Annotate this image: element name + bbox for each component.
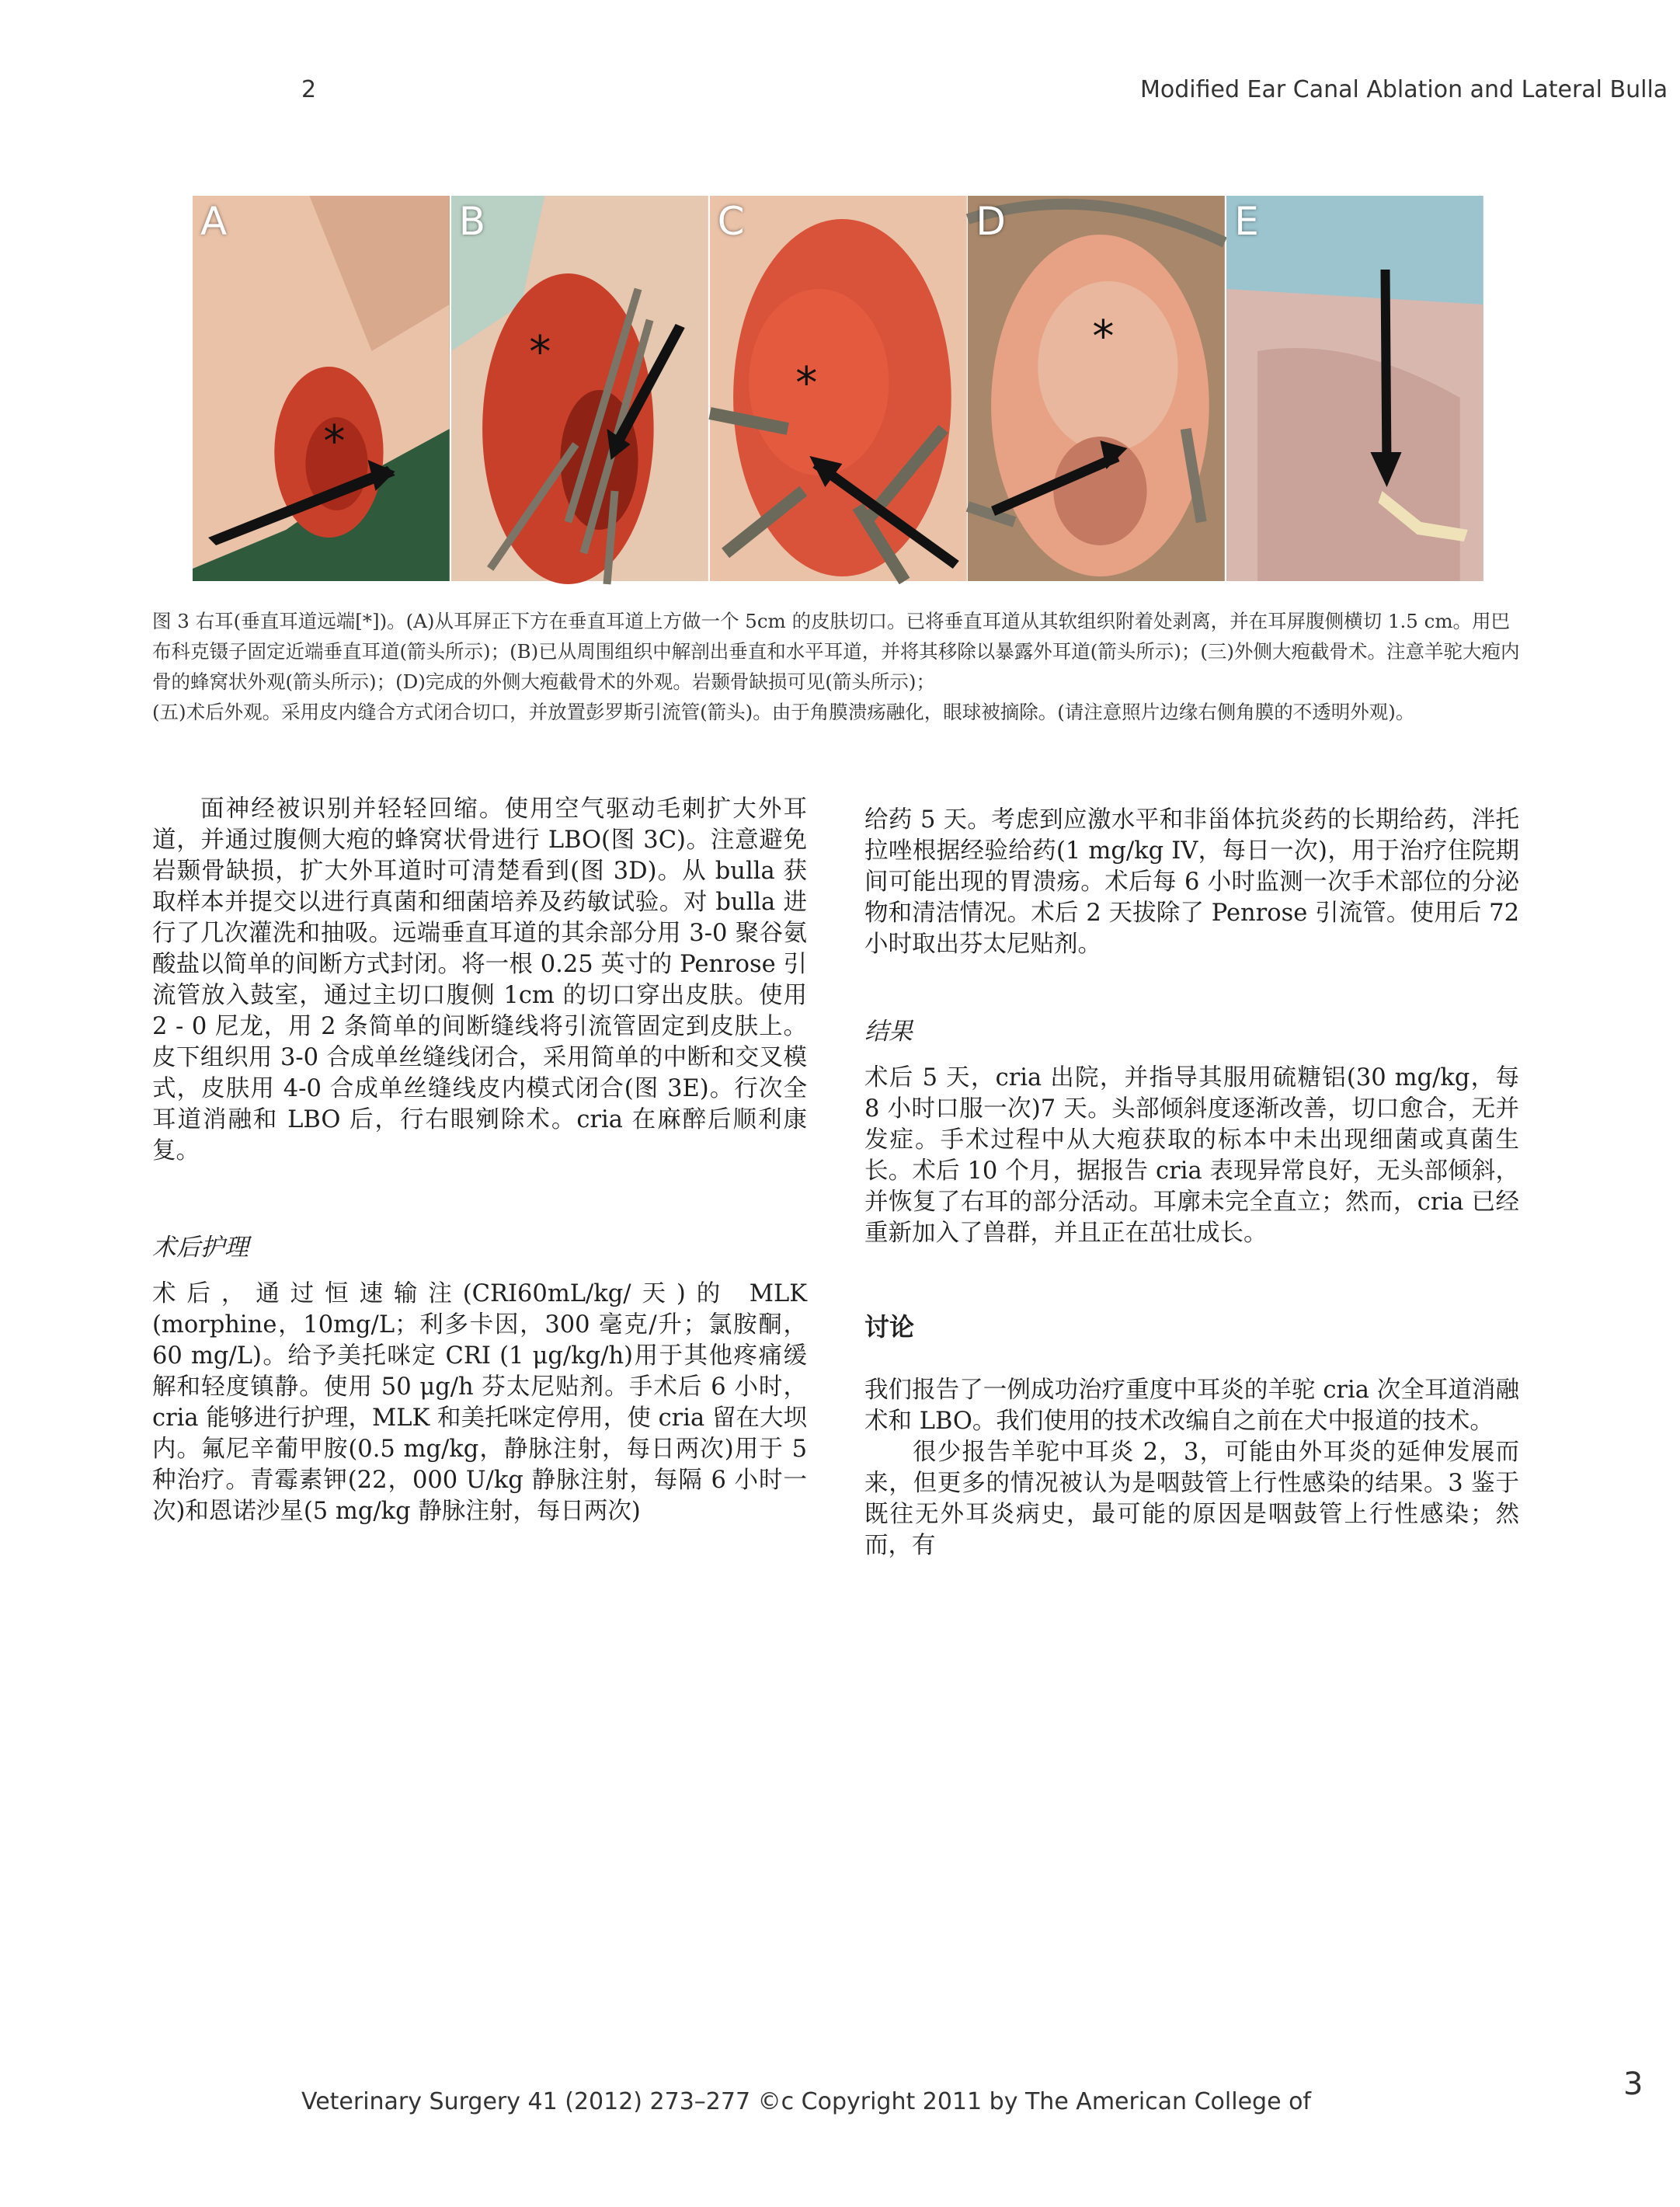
caption-line-2: (五)术后外观。采用皮内缝合方式闭合切口，并放置彭罗斯引流管(箭头)。由于角膜溃疡融化，眼球被摘除。(请注意照片边缘右侧角膜的不透明外观)。 <box>152 701 1415 723</box>
panel-label-e: E <box>1234 199 1259 244</box>
asterisk-marker: * <box>323 416 346 467</box>
caption-line-1: 图 3 右耳(垂直耳道远端[*])。(A)从耳屏正下方在垂直耳道上方做一个 5cm 的皮肤切口。已将垂直耳道从其软组织附着处剥离，并在耳屏腹侧横切 1.5 cm。用巴布科克镊子固定近端垂直耳道(箭头所示)；(B)已从周围组织中解剖出垂直和水平耳道，并将其移除以暴露外耳道(箭头所示)；(三)外侧大疱截骨术。注意羊驼大疱内骨的蜂窝状外观(箭头所示)；(D)完成的外侧大疱截骨术的外观。岩颞骨缺损可见(箭头所示)； <box>152 610 1520 693</box>
surgical-photo-e <box>1226 196 1483 581</box>
figure-panel-e <box>1226 196 1483 581</box>
figure-panel-a <box>193 196 450 581</box>
section-heading-postop-care: 术后护理 <box>152 1234 249 1262</box>
figure-panel-d <box>968 196 1225 581</box>
header-page-number: 2 <box>301 76 317 103</box>
panel-label-d: D <box>976 199 1006 244</box>
left-column <box>152 794 807 1527</box>
figure-3 <box>193 196 1483 581</box>
figure-panel-c <box>710 196 967 581</box>
paragraph-discussion-1: 我们报告了一例成功治疗重度中耳炎的羊驼 cria 次全耳道消融术和 LBO。我们使用的技术改编自之前在犬中报道的技术。 <box>864 1377 1519 1435</box>
asterisk-marker: * <box>529 327 551 378</box>
section-heading-results: 结果 <box>864 1018 913 1046</box>
paragraph-results: 术后 5 天，cria 出院，并指导其服用硫糖铝(30 mg/kg，每 8 小时口服一次)7 天。头部倾斜度逐渐改善，切口愈合，无并发症。手术过程中从大疱获取的标本中未出现细菌或真菌生长。术后 10 个月，据报告 cria 表现异常良好，无头部倾斜，并恢复了右耳的部分活动。耳廓未完全直立；然而，cria 已经重新加入了兽群，并且正在茁壮成长。 <box>864 1064 1519 1247</box>
paragraph-discussion-2: 很少报告羊驼中耳炎 2，3，可能由外耳炎的延伸发展而来，但更多的情况被认为是咽鼓管上行性感染的结果。3 鉴于既往无外耳炎病史，最可能的原因是咽鼓管上行性感染；然而，有 <box>864 1439 1519 1559</box>
right-column <box>864 805 1519 1561</box>
paragraph-procedure: 面神经被识别并轻轻回缩。使用空气驱动毛刺扩大外耳道，并通过腹侧大疱的蜂窝状骨进行 LBO(图 3C)。注意避免岩颞骨缺损，扩大外耳道时可清楚看到(图 3D)。从 bulla 获取样本并提交以进行真菌和细菌培养及药敏试验。对 bulla 进行了几次灌洗和抽吸。远端垂直耳道的其余部分用 3-0 聚谷氨酸盐以简单的间断方式封闭。将一根 0.25 英寸的 Penrose 引流管放入鼓室，通过主切口腹侧 1cm 的切口穿出皮肤。使用 2 - 0 尼龙，用 2 条简单的间断缝线将引流管固定到皮肤上。皮下组织用 3-0 合成单丝缝线闭合，采用简单的中断和交叉模式，皮肤用 4-0 合成单丝缝线皮内模式闭合(图 3E)。行次全耳道消融和 LBO 后，行右眼剜除术。cria 在麻醉后顺利康复。 <box>152 795 807 1164</box>
header-running-title: Modified Ear Canal Ablation and Lateral Bulla <box>1140 76 1668 103</box>
surgical-photo-b <box>451 196 708 581</box>
paragraph-postop-care: 术后，通过恒速输注(CRI60mL/kg/天)的 MLK (morphine，10mg/L；利多卡因，300 毫克/升；氯胺酮，60 mg/L)。给予美托咪定 CRI (1 μg/kg/h)用于其他疼痛缓解和轻度镇静。使用 50 μg/h 芬太尼贴剂。手术后 6 小时，cria 能够进行护理，MLK 和美托咪定停用，使 cria 留在大坝内。氟尼辛葡甲胺(0.5 mg/kg，静脉注射，每日两次)用于 5 种治疗。青霉素钾(22，000 U/kg 静脉注射，每隔 6 小时一次)和恩诺沙星(5 mg/kg 静脉注射，每日两次) <box>152 1280 807 1525</box>
panel-label-b: B <box>458 199 486 244</box>
footer-citation: Veterinary Surgery 41 (2012) 273–277 ©c Copyright 2011 by The American College of <box>301 2088 1311 2115</box>
paragraph-medication-continued: 给药 5 天。考虑到应激水平和非甾体抗炎药的长期给药，泮托拉唑根据经验给药(1 mg/kg IV，每日一次)，用于治疗住院期间可能出现的胃溃疡。术后每 6 小时监测一次手术部位的分泌物和清洁情况。术后 2 天拔除了 Penrose 引流管。使用后 72 小时取出芬太尼贴剂。 <box>864 806 1519 958</box>
panel-label-a: A <box>200 199 228 244</box>
panel-label-c: C <box>717 199 745 244</box>
figure-panel-b <box>451 196 708 581</box>
asterisk-marker: * <box>795 358 817 409</box>
surgical-photo-c <box>710 196 967 581</box>
surgical-photo-a <box>193 196 450 581</box>
figure-caption <box>152 606 1527 727</box>
section-heading-discussion: 讨论 <box>864 1312 915 1342</box>
surgical-photo-d <box>968 196 1225 581</box>
footer-page-number: 3 <box>1623 2066 1643 2102</box>
asterisk-marker: * <box>1092 312 1115 362</box>
